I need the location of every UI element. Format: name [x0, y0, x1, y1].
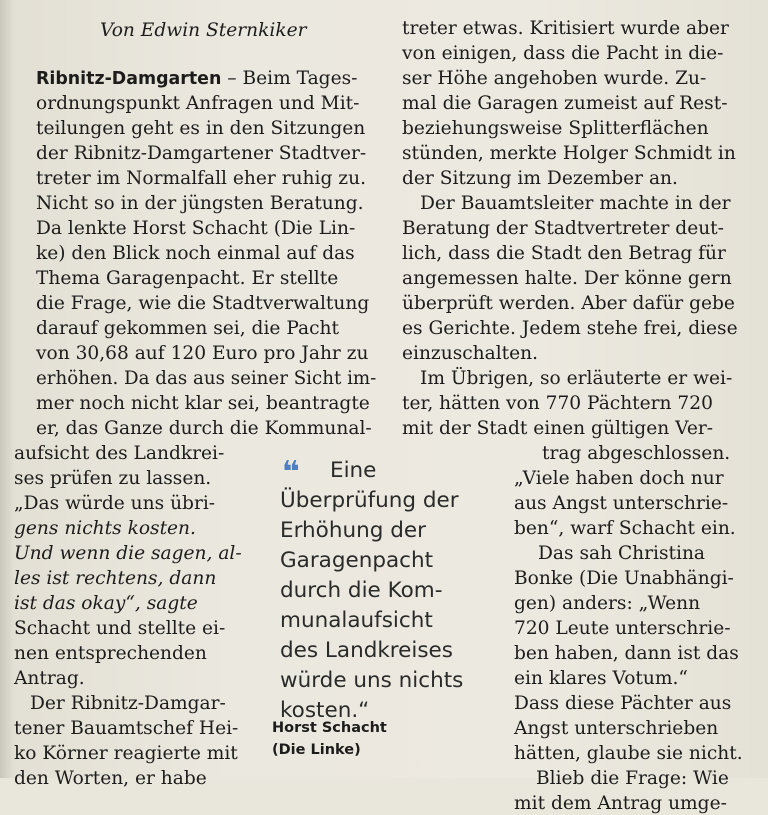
- pull-quote-line: Garagenpacht: [280, 548, 434, 573]
- text-line: ko Körner reagierte mit: [14, 743, 238, 764]
- text-line: treter etwas. Kritisiert wurde aber: [402, 18, 729, 39]
- text-line: der Ribnitz-Damgartener Stadtver-: [36, 143, 367, 164]
- text-line: Und wenn die sagen, al-: [14, 543, 242, 564]
- text-line: Bonke (Die Unabhängi-: [514, 568, 734, 589]
- text-line: ist das okay“, sagte: [14, 593, 198, 614]
- text-line: ein klares Votum.“: [514, 668, 688, 689]
- text-line: Der Bauamtsleiter machte in der: [420, 193, 731, 214]
- text-line: erhöhen. Da das aus seiner Sicht im-: [36, 368, 377, 389]
- pull-quote-author: Horst Schacht: [272, 720, 387, 736]
- text-line: Antrag.: [14, 668, 85, 689]
- pull-quote-party: (Die Linke): [272, 742, 361, 758]
- text-line: nen entsprechenden: [14, 643, 207, 664]
- text-line: les ist rechtens, dann: [14, 568, 217, 589]
- text-line: ses prüfen zu lassen.: [14, 468, 212, 489]
- text-line: den Worten, er habe: [14, 768, 207, 789]
- text-line: „Viele haben doch nur: [514, 468, 724, 489]
- text-line: Dass diese Pächter aus: [514, 693, 732, 714]
- text-line: von einigen, dass die Pacht in die-: [402, 43, 724, 64]
- text-line: Der Ribnitz-Damgar-: [30, 693, 226, 714]
- text-line: tener Bauamtschef Hei-: [14, 718, 239, 739]
- text-line: Beratung der Stadtvertreter deut-: [402, 218, 724, 239]
- quote-mark-icon: ❛❛: [282, 455, 297, 490]
- text-line: ke) den Blick noch einmal auf das: [36, 243, 355, 264]
- pull-quote-line: würde uns nichts: [280, 668, 464, 693]
- text-line: Da lenkte Horst Schacht (Die Lin-: [36, 218, 356, 239]
- text-line: ser Höhe angehoben wurde. Zu-: [402, 68, 707, 89]
- text-line: „Das würde uns übri-: [14, 493, 216, 514]
- text-line: Das sah Christina: [538, 543, 706, 564]
- text-line: gen) anders: „Wenn: [514, 593, 701, 614]
- text-line: teilungen geht es in den Sitzungen: [36, 118, 366, 139]
- col1-first-line: [36, 68, 357, 90]
- pull-quote-line: durch die Kom-: [280, 578, 443, 603]
- text-line: angemessen halte. Der könne gern: [402, 268, 732, 289]
- text-line: mal die Garagen zumeist auf Rest-: [402, 93, 728, 114]
- text-line: der Sitzung im Dezember an.: [402, 168, 678, 189]
- text-line: ter, hätten von 770 Pächtern 720: [402, 393, 713, 414]
- text-line: stünden, merkte Holger Schmidt in: [402, 143, 736, 164]
- text-line: Im Übrigen, so erläuterte er wei-: [420, 368, 733, 389]
- text-line: einzuschalten.: [402, 343, 539, 364]
- byline: Von Edwin Sternkiker: [100, 20, 307, 41]
- text-line: treter im Normalfall eher ruhig zu.: [36, 168, 366, 189]
- text-line: von 30,68 auf 120 Euro pro Jahr zu: [36, 343, 369, 364]
- text-line: Angst unterschrieben: [514, 718, 719, 739]
- text-line: Schacht und stellte ei-: [14, 618, 226, 639]
- text-line: überprüft werden. Aber dafür gebe: [402, 293, 735, 314]
- pull-quote-line: Eine: [330, 458, 377, 483]
- text-line: Thema Garagenpacht. Er stellte: [36, 268, 339, 289]
- text-line: hätten, glaube sie nicht.: [514, 743, 743, 764]
- text-line: ben“, warf Schacht ein.: [514, 518, 736, 539]
- text-line: gens nichts kosten.: [14, 518, 196, 539]
- text-line: 720 Leute unterschrie-: [514, 618, 731, 639]
- text-line: aus Angst unterschrie-: [514, 493, 729, 514]
- text-line: mit dem Antrag umge-: [514, 793, 727, 814]
- pull-quote-line: Erhöhung der: [280, 518, 426, 543]
- text-line: ordnungspunkt Anfragen und Mit-: [36, 93, 360, 114]
- text-line: Nicht so in der jüngsten Beratung.: [36, 193, 364, 214]
- text-line: er, das Ganze durch die Kommunal-: [36, 418, 372, 439]
- pull-quote-line: kosten.“: [280, 698, 370, 723]
- text-line: mit der Stadt einen gültigen Ver-: [402, 418, 713, 439]
- pull-quote-line: des Landkreises: [280, 638, 453, 663]
- text-line: es Gerichte. Jedem stehe frei, diese: [402, 318, 738, 339]
- col1-first-text: – Beim Tages-: [221, 68, 358, 89]
- dateline: Ribnitz-Damgarten: [36, 69, 222, 89]
- text-line: darauf gekommen sei, die Pacht: [36, 318, 339, 339]
- text-line: Blieb die Frage: Wie: [536, 768, 729, 789]
- text-line: trag abgeschlossen.: [542, 443, 731, 464]
- text-line: mer noch nicht klar sei, beantragte: [36, 393, 370, 414]
- text-line: aufsicht des Landkrei-: [14, 443, 225, 464]
- page-fold-shadow: [0, 0, 14, 778]
- text-line: lich, dass die Stadt den Betrag für: [402, 243, 726, 264]
- pull-quote-line: Überprüfung der: [280, 488, 459, 513]
- text-line: beziehungsweise Splitterflächen: [402, 118, 709, 139]
- pull-quote-line: munalaufsicht: [280, 608, 433, 633]
- text-line: ben haben, dann ist das: [514, 643, 739, 664]
- text-line: die Frage, wie die Stadtverwaltung: [36, 293, 370, 314]
